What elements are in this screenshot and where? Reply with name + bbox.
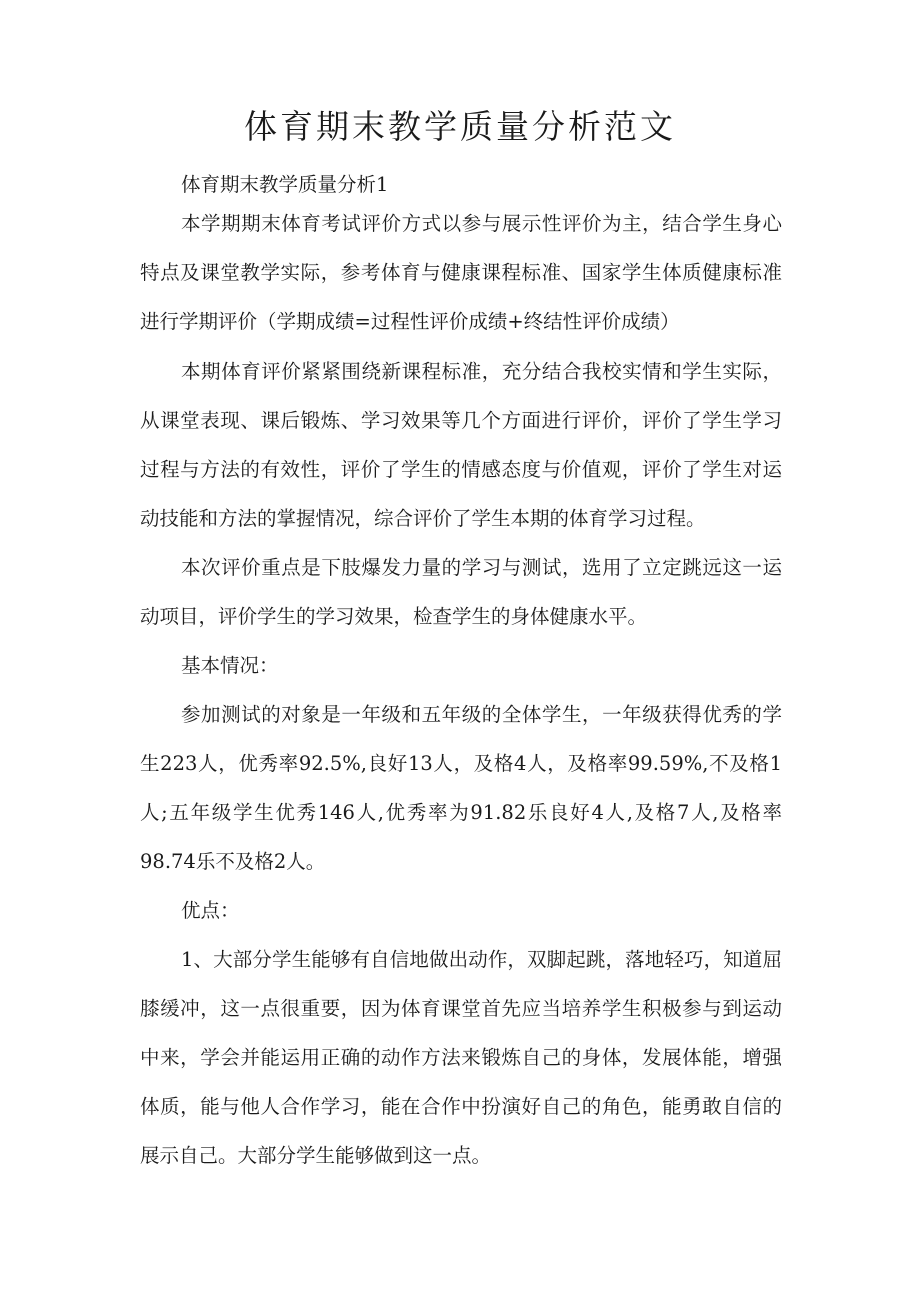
section-subtitle: 体育期末教学质量分析1 — [181, 173, 389, 196]
paragraph-evaluation-method: 本学期期末体育考试评价方式以参与展示性评价为主，结合学生身心特点及课堂教学实际，参考体育与健康课程标准、国家学生体质健康标准进行学期评价（学期成绩=过程性评价成绩+终结性评价成绩） — [140, 212, 782, 333]
paragraph-evaluation-focus: 本次评价重点是下肢爆发力量的学习与测试，选用了立定跳远这一运动项目，评价学生的学习效果，检查学生的身体健康水平。 — [140, 556, 782, 628]
heading-basic-situation: 基本情况： — [181, 654, 279, 677]
document-title: 体育期末教学质量分析范文 — [244, 107, 676, 146]
paragraph-advantage-1: 1、大部分学生能够有自信地做出动作，双脚起跳，落地轻巧，知道屈膝缓冲，这一点很重要，因为体育课堂首先应当培养学生积极参与到运动中来，学会并能运用正确的动作方法来锻炼自己的身体，发展体能，增强体质，能与他人合作学习，能在合作中扮演好自己的角色，能勇敢自信的展示自己。大部分学生能够做到这一点。 — [140, 948, 782, 1167]
heading-advantages: 优点： — [181, 899, 240, 922]
paragraph-evaluation-scope: 本期体育评价紧紧围绕新课程标准，充分结合我校实情和学生实际，从课堂表现、课后锻炼、学习效果等几个方面进行评价，评价了学生学习过程与方法的有效性，评价了学生的情感态度与价值观，评价了学生对运动技能和方法的掌握情况，综合评价了学生本期的体育学习过程。 — [140, 360, 782, 530]
paragraph-test-results: 参加测试的对象是一年级和五年级的全体学生，一年级获得优秀的学生223人，优秀率92.5%,良好13人，及格4人，及格率99.59%,不及格1人;五年级学生优秀146人,优秀率为91.82乐良好4人,及格7人,及格率98.74乐不及格2人。 — [140, 703, 782, 873]
